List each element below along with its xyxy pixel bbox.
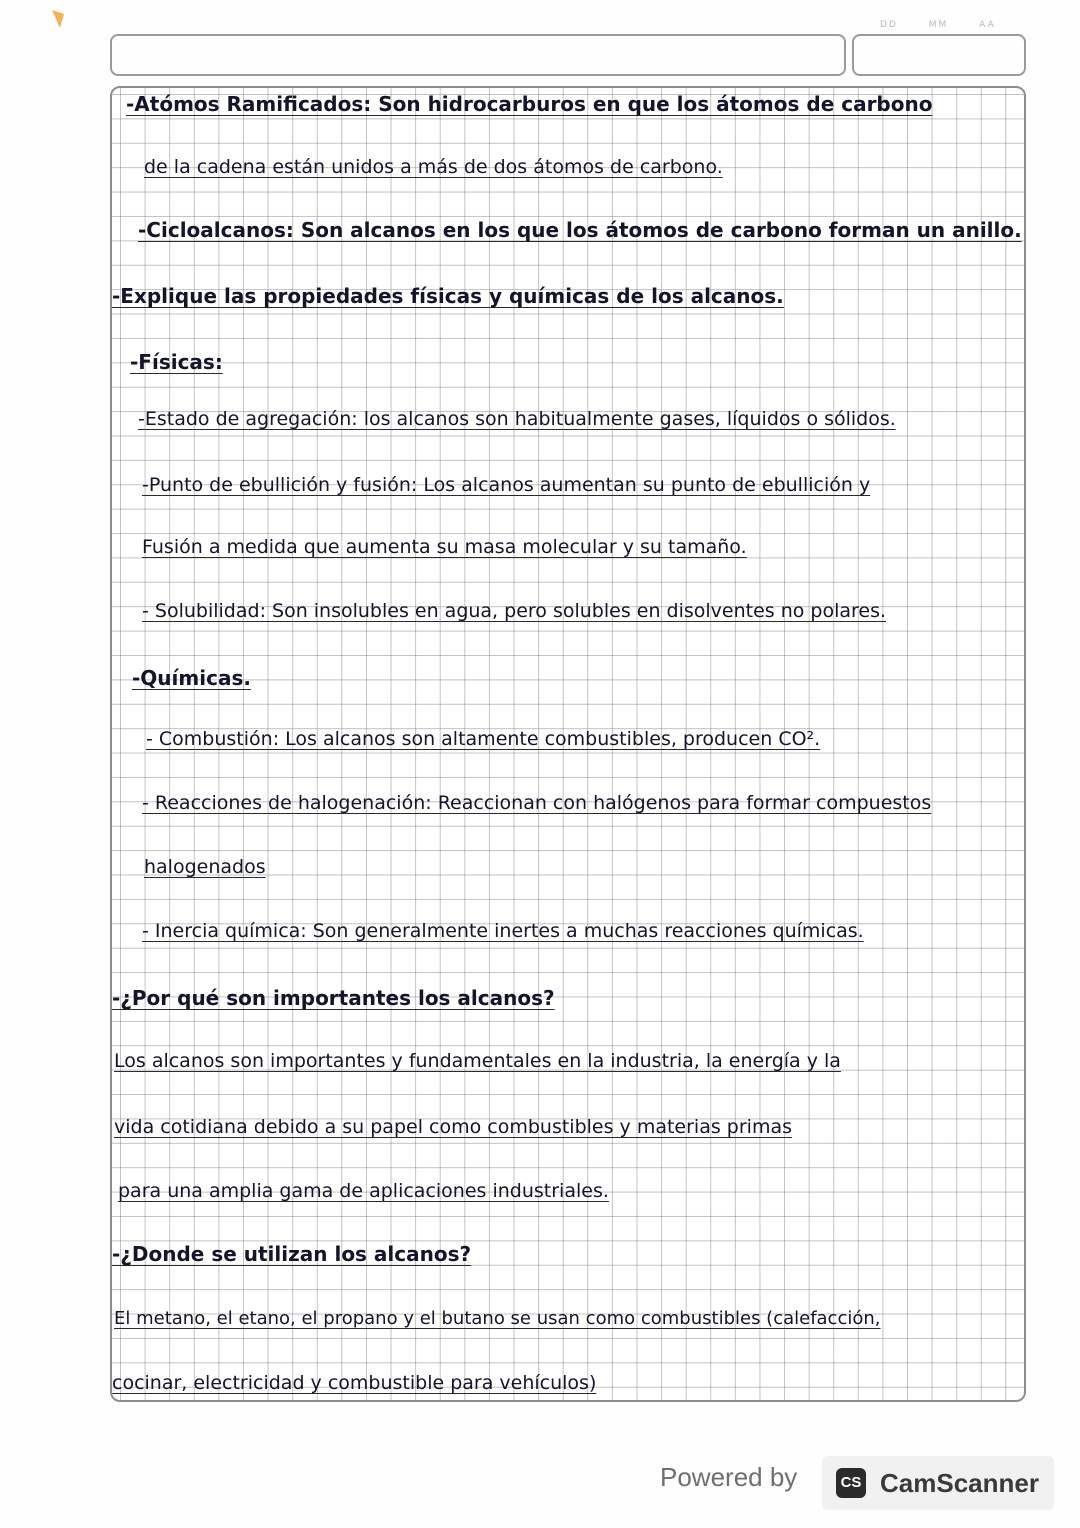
subheading-physical: -Físicas: [130,350,223,374]
title-box [110,34,846,76]
text-line-7: -Punto de ebullición y fusión: Los alcanos aumentan su punto de ebullición y [142,474,871,496]
date-label-day: DD [880,20,898,30]
camscanner-brand: CamScanner [880,1468,1039,1498]
date-label-year: AA [979,20,996,30]
text-line-20: El metano, el etano, el propano y el butano se usan como combustibles (calefacción, [114,1308,881,1329]
text-line-12: - Reacciones de halogenación: Reaccionan con halógenos para formar compuestos [142,792,932,814]
text-line-1: -Atómos Ramificados: Son hidrocarburos en que los átomos de carbono [126,92,933,116]
date-label-month: MM [928,20,949,30]
section-heading-importance: -¿Por qué son importantes los alcanos? [112,986,555,1010]
section-heading-uses: -¿Donde se utilizan los alcanos? [112,1242,472,1266]
date-box [852,34,1026,76]
text-line-6: -Estado de agregación: los alcanos son habitualmente gases, líquidos o sólidos. [138,408,896,430]
text-line-11: - Combustión: Los alcanos son altamente combustibles, producen CO². [146,728,821,750]
text-line-21: cocinar, electricidad y combustible para vehículos) [112,1372,597,1394]
text-line-3: -Cicloalcanos: Son alcanos en los que los átomos de carbono forman un anillo. [138,218,1022,242]
camscanner-logo-icon: CS [836,1468,866,1498]
text-line-9: - Solubilidad: Son insolubles en agua, pero solubles en disolventes no polares. [142,600,887,622]
date-labels [880,20,1022,30]
text-line-8: Fusión a medida que aumenta su masa molecular y su tamaño. [142,536,747,558]
text-line-2: de la cadena están unidos a más de dos átomos de carbono. [144,156,723,178]
grid-sheet [110,86,1026,1402]
highlighter-mark-icon [48,8,68,30]
section-heading-properties: -Explique las propiedades físicas y químicas de los alcanos. [112,284,784,308]
text-line-17: vida cotidiana debido a su papel como combustibles y materias primas [114,1116,792,1138]
text-line-13: halogenados [144,856,266,878]
text-line-18: para una amplia gama de aplicaciones industriales. [118,1180,609,1202]
powered-by-text: Powered by [660,1462,798,1492]
text-line-16: Los alcanos son importantes y fundamentales en la industria, la energía y la [114,1050,841,1072]
subheading-chemical: -Químicas. [132,666,251,690]
text-line-14: - Inercia química: Son generalmente inertes a muchas reacciones químicas. [142,920,864,942]
